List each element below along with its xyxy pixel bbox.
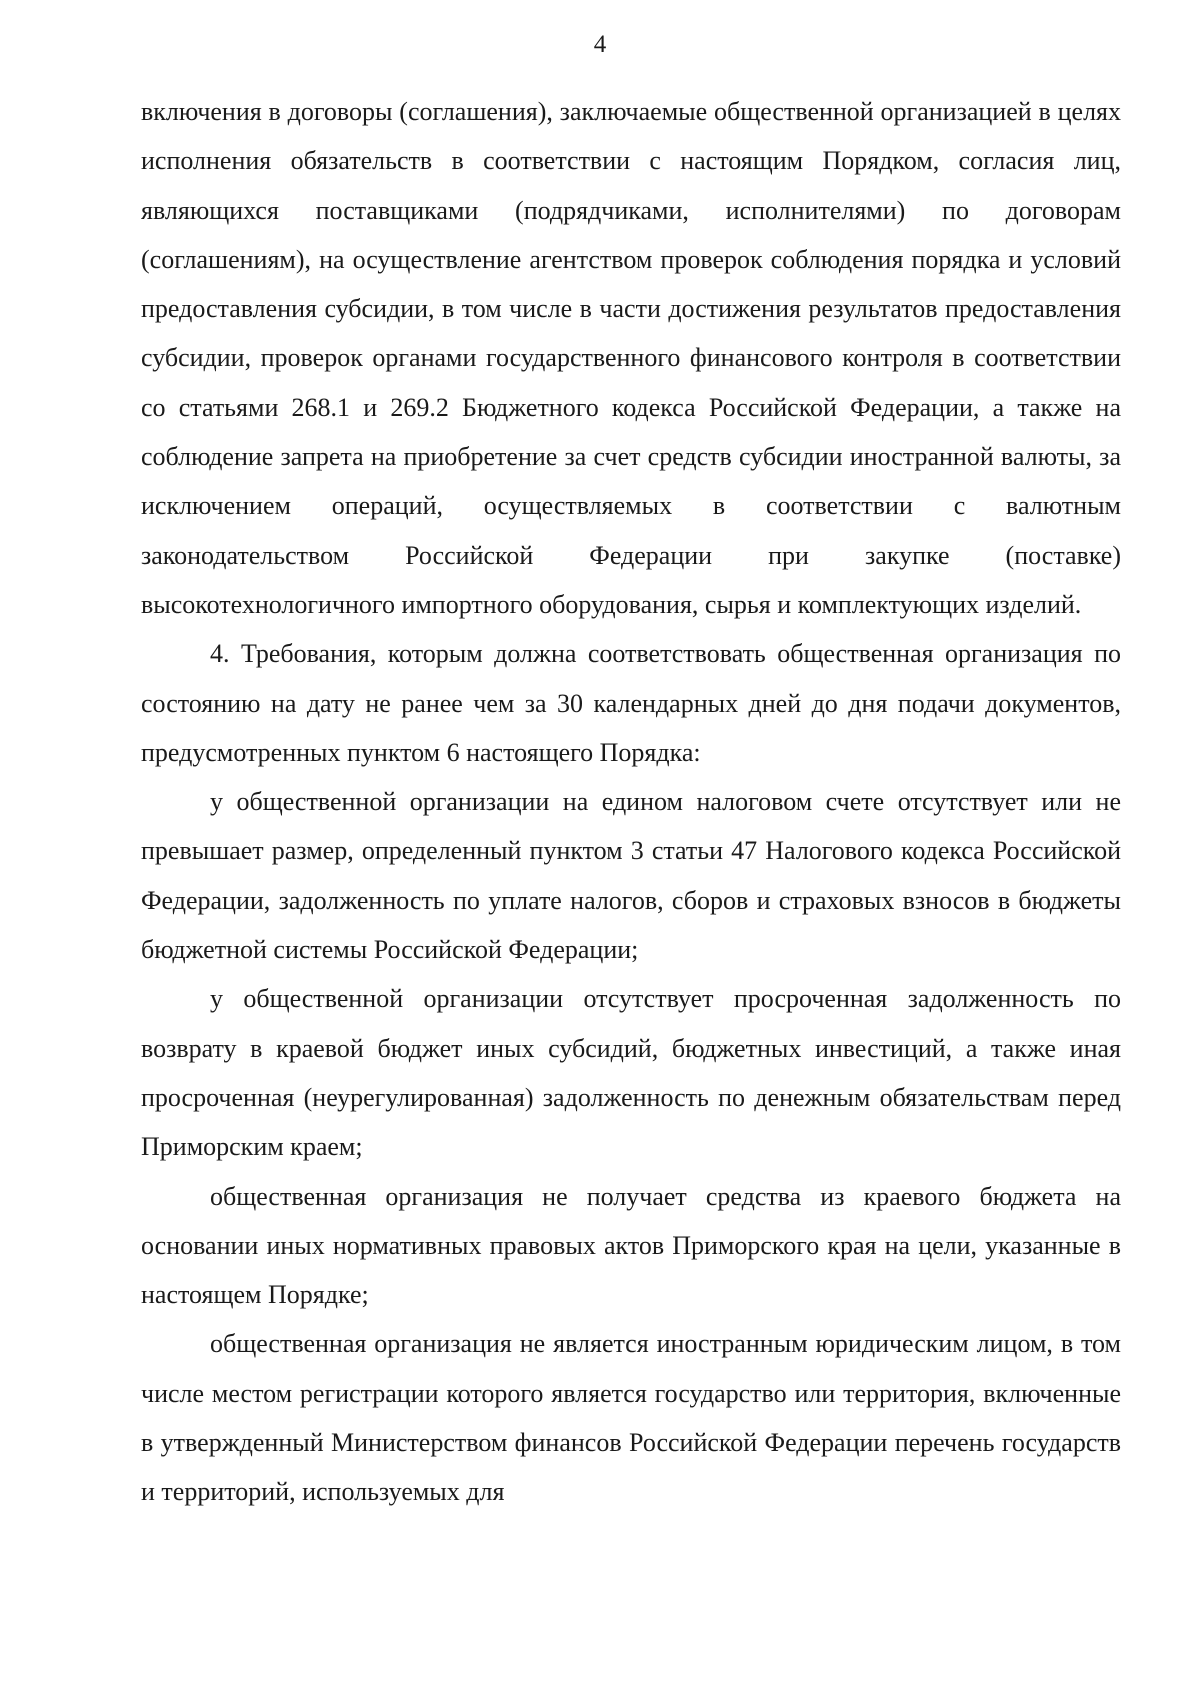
- paragraph-continuation: включения в договоры (соглашения), заключаемые общественной организацией в целях исполнения обязательств в соответствии с настоящим Порядком, согласия лиц, являющихся поставщиками (подрядчиками, исполнителями) по договорам (соглашениям), на осуществление агентством проверок соблюдения порядка и условий предоставления субсидии, в том числе в части достижения результатов предоставления субсидии, проверок органами государственного финансового контроля в соответствии со статьями 268.1 и 269.2 Бюджетного кодекса Российской Федерации, а также на соблюдение запрета на приобретение за счет средств субсидии иностранной валюты, за исключением операций, осуществляемых в соответствии с валютным законодательством Российской Федерации при закупке (поставке) высокотехнологичного импортного оборудования, сырья и комплектующих изделий.: [141, 97, 1121, 619]
- paragraph-tax-debt: у общественной организации на едином налоговом счете отсутствует или не превышает размер, определенный пунктом 3 статьи 47 Налогового кодекса Российской Федерации, задолженность по уплате налогов, сборов и страховых взносов в бюджеты бюджетной системы Российской Федерации;: [141, 787, 1121, 965]
- page-number: 4: [593, 31, 607, 58]
- document-body: [141, 87, 1121, 1517]
- paragraph-no-other-funds: общественная организация не получает средства из краевого бюджета на основании иных нормативных правовых актов Приморского края на цели, указанные в настоящем Порядке;: [141, 1181, 1121, 1310]
- paragraph-overdue-debt: у общественной организации отсутствует просроченная задолженность по возврату в краевой бюджет иных субсидий, бюджетных инвестиций, а также иная просроченная (неурегулированная) задолженность по денежным обязательствам перед Приморским краем;: [141, 984, 1121, 1162]
- paragraph-item-4: 4. Требования, которым должна соответствовать общественная организация по состоянию на дату не ранее чем за 30 календарных дней до дня подачи документов, предусмотренных пунктом 6 настоящего Порядка:: [141, 639, 1121, 767]
- paragraph-not-foreign-entity: общественная организация не является иностранным юридическим лицом, в том числе местом регистрации которого является государство или территория, включенные в утвержденный Министерством финансов Российской Федерации перечень государств и территорий, используемых для: [141, 1329, 1121, 1507]
